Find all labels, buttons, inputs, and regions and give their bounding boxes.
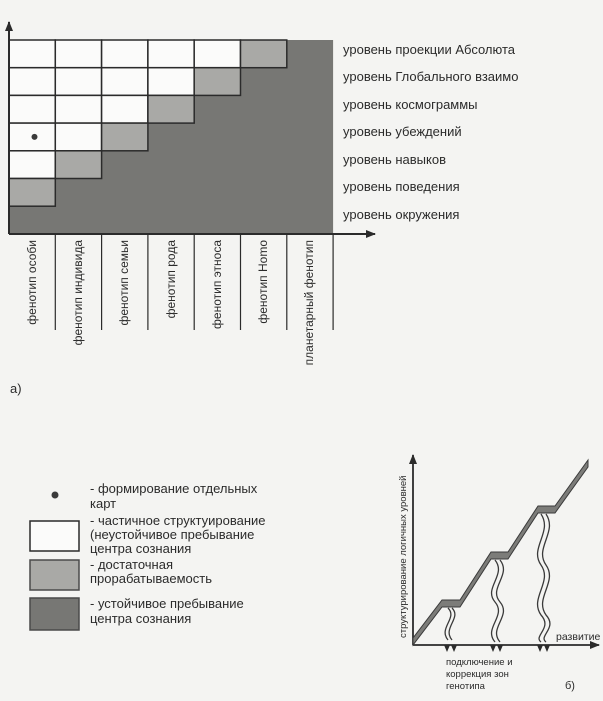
wavy-line (538, 514, 545, 642)
level-labels (343, 42, 518, 222)
phenotype-label: фенотип особи (25, 240, 39, 325)
level-label: уровень окружения (343, 207, 460, 222)
phenotype-label: фенотип Homo (256, 240, 270, 324)
grid-cell-white (148, 40, 194, 68)
grid-cell-light (148, 95, 194, 123)
down-arrow-icon (537, 645, 543, 652)
phenotype-label: фенотип этноса (210, 240, 224, 329)
level-phenotype-grid (9, 40, 333, 234)
grid-cell-white (55, 95, 101, 123)
panel-a-label: а) (10, 381, 22, 396)
genotype-note: коррекция зон (446, 669, 509, 680)
grid-cell-white (102, 68, 148, 96)
phenotype-labels (25, 240, 316, 366)
grid-cell-white (194, 40, 240, 68)
panel-b-label: б) (565, 680, 575, 692)
level-label: уровень убеждений (343, 124, 462, 139)
legend-white-swatch (30, 521, 79, 551)
phenotype-label: фенотип рода (164, 240, 178, 319)
grid-cell-white (9, 95, 55, 123)
legend-text: карт (90, 496, 117, 511)
level-label: уровень космограммы (343, 97, 478, 112)
phenotype-ticks (55, 234, 333, 330)
grid-cell-white (55, 123, 101, 151)
genotype-note: подключение и (446, 657, 513, 668)
phenotype-label: планетарный фенотип (302, 240, 316, 366)
grid-cell-white (102, 95, 148, 123)
level-label: уровень поведения (343, 179, 460, 194)
staircase-band (413, 460, 588, 645)
legend-text: прорабатываемость (90, 571, 212, 586)
legend-text: (неустойчивое пребывание (90, 527, 255, 542)
down-arrow-icon (490, 645, 496, 652)
legend-dot-symbol (52, 492, 59, 499)
legend (30, 481, 266, 630)
grid-cell-light (194, 68, 240, 96)
grid-cell-light (55, 151, 101, 179)
genotype-note: генотипа (446, 681, 485, 692)
grid-cell-light (9, 179, 55, 207)
phenotype-label: фенотип семьи (117, 240, 131, 326)
grid-cell-white (148, 68, 194, 96)
level-label: уровень Глобального взаимо (343, 69, 519, 84)
legend-text: - достаточная (90, 557, 173, 572)
wavy-line (449, 608, 455, 640)
grid-cell-white (55, 68, 101, 96)
down-arrow-icon (451, 645, 457, 652)
phenotype-label: фенотип индивида (71, 240, 85, 346)
legend-dark-swatch (30, 598, 79, 630)
grid-cell-white (9, 40, 55, 68)
down-arrow-icon (444, 645, 450, 652)
legend-text: - устойчивое пребывание (90, 596, 244, 611)
level-label: уровень навыков (343, 152, 446, 167)
down-arrow-icon (497, 645, 503, 652)
grid-cell-light (102, 123, 148, 151)
grid-cell-white (55, 40, 101, 68)
grid-cell-white (102, 40, 148, 68)
development-diagram (398, 455, 600, 692)
down-arrow-icon (544, 645, 550, 652)
legend-text: - частичное структуирование (90, 513, 266, 528)
legend-light-swatch (30, 560, 79, 590)
legend-text: - формирование отдельных (90, 481, 258, 496)
grid-cell-white (9, 151, 55, 179)
grid-cell-light (241, 40, 287, 68)
grid-cell-white (9, 68, 55, 96)
y-axis-label: структурирование логичных уровней (398, 475, 409, 638)
x-axis-label: развитие (556, 631, 601, 643)
legend-text: центра сознания (90, 611, 192, 626)
legend-text: центра сознания (90, 541, 192, 556)
level-label: уровень проекции Абсолюта (343, 42, 516, 57)
map-formation-dot (32, 134, 38, 140)
